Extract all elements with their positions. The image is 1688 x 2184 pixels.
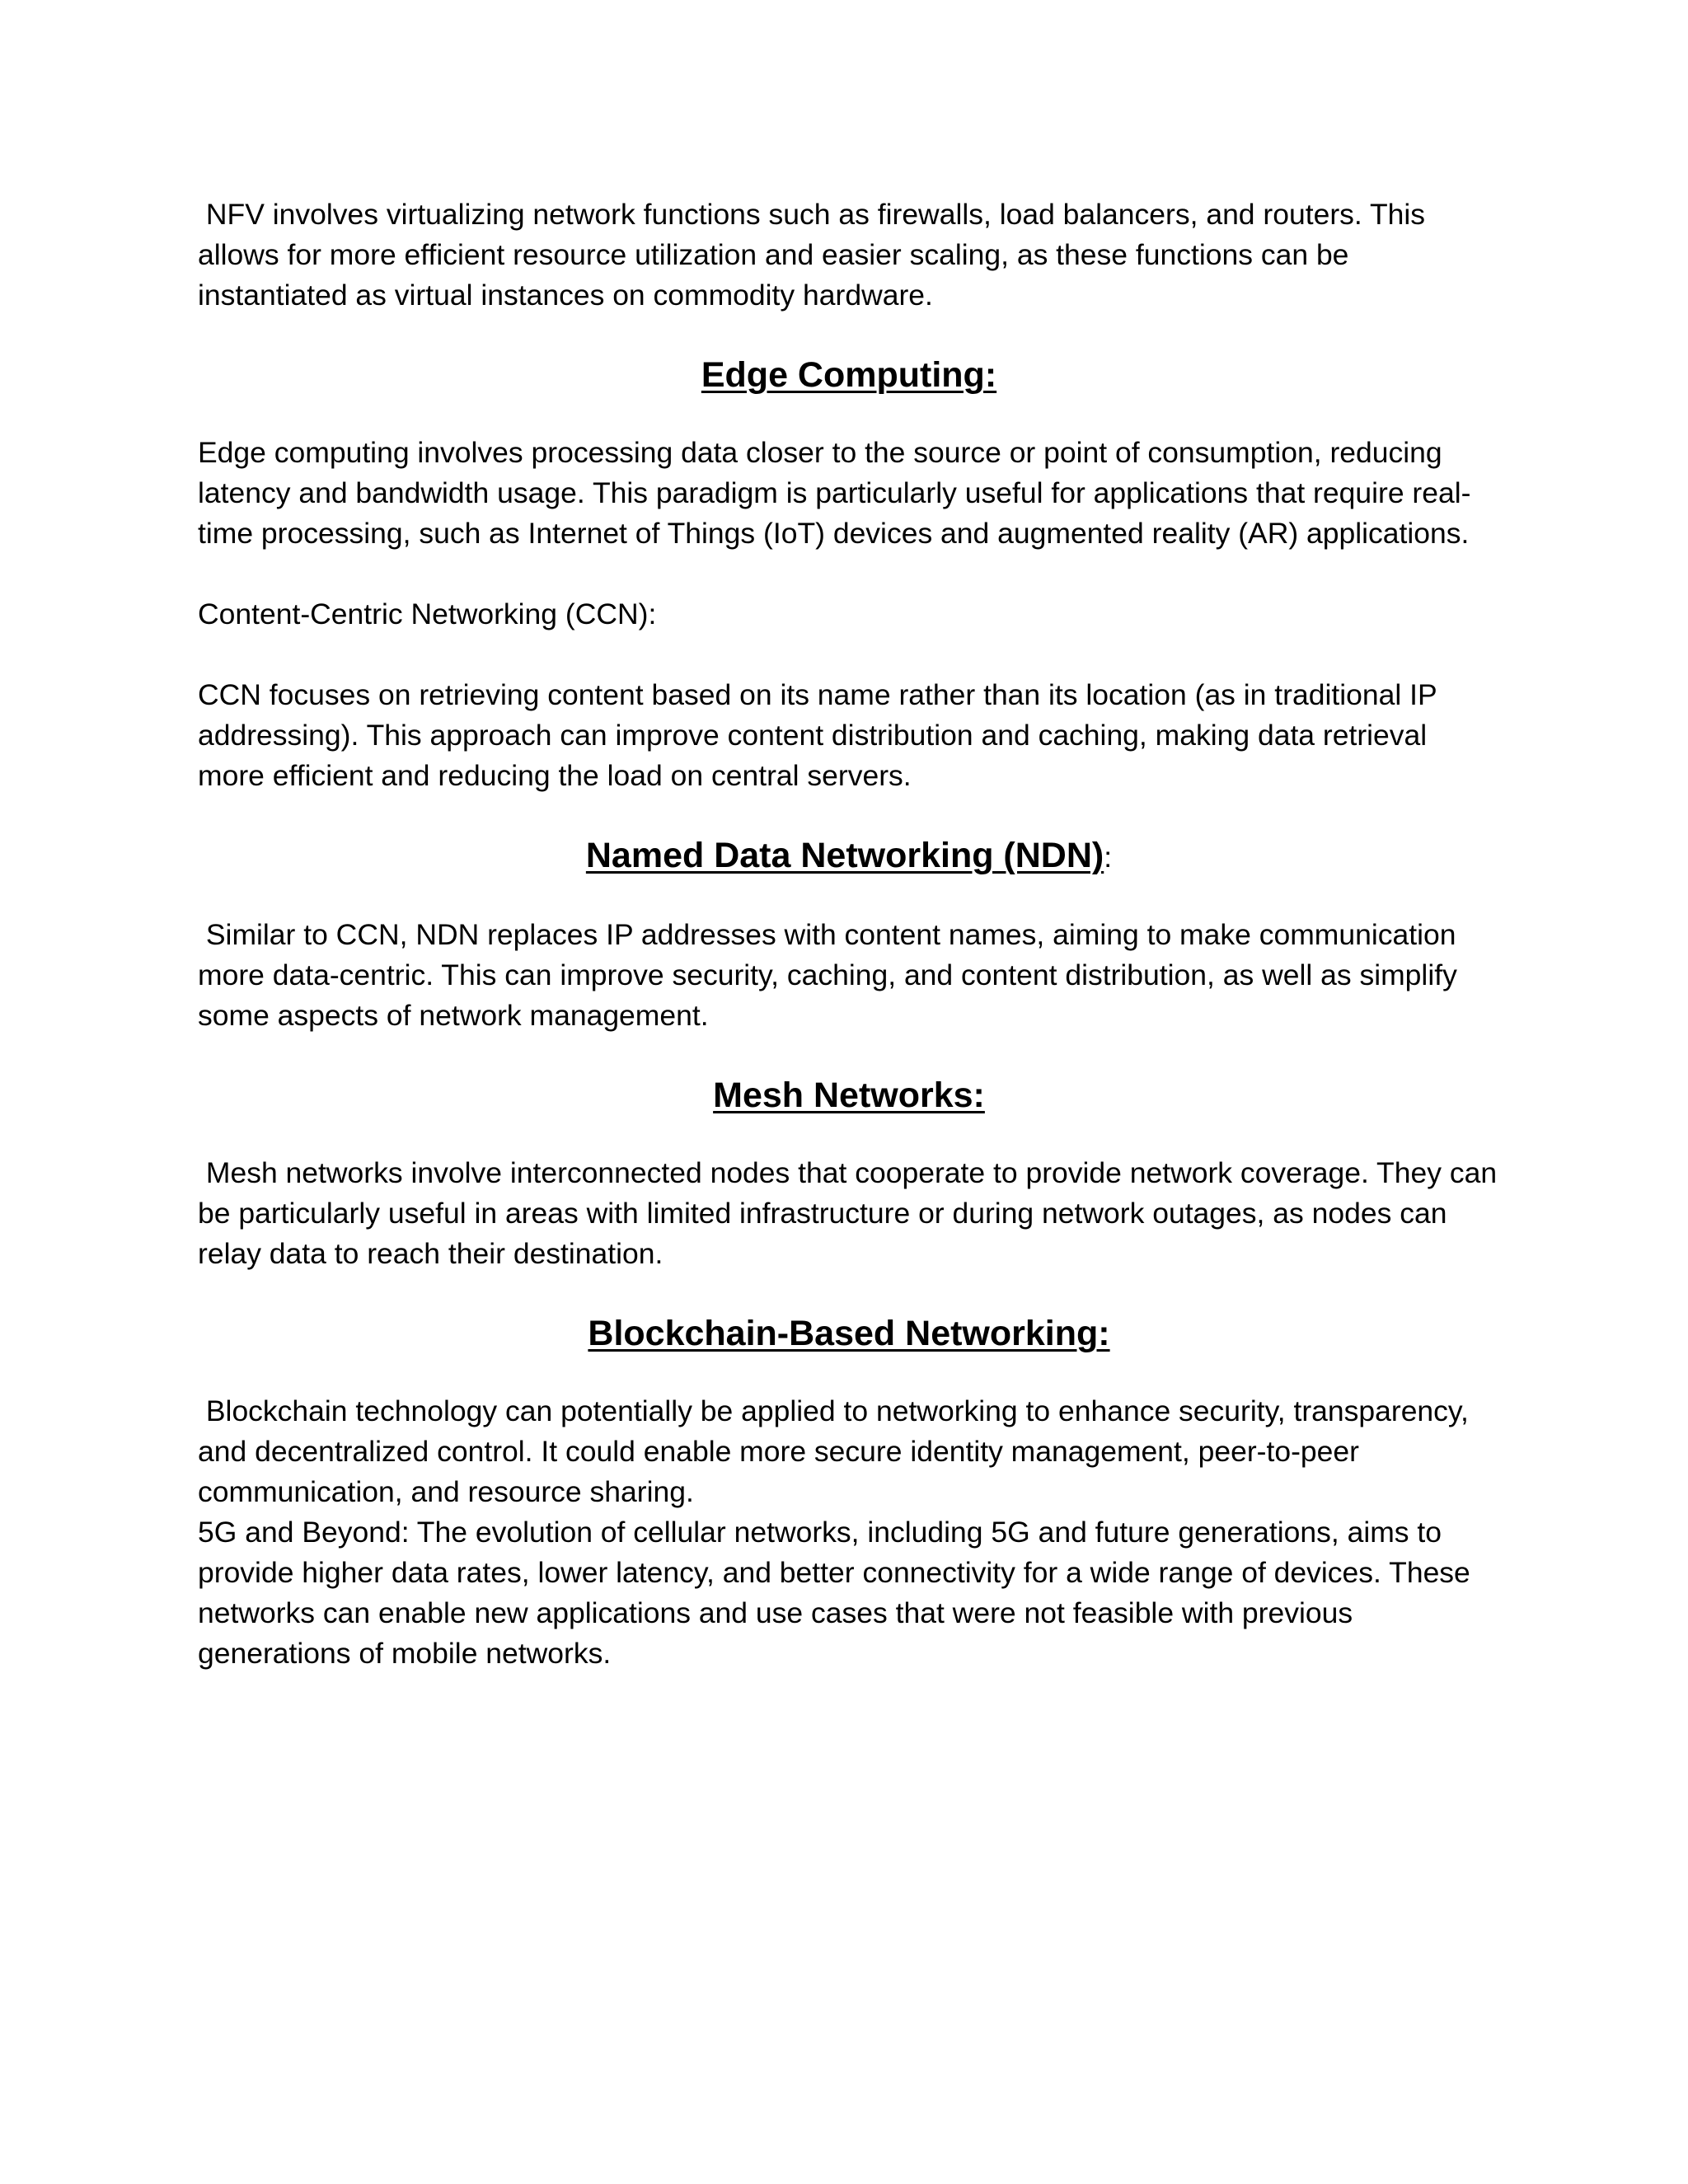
blockchain-networking-heading-text: Blockchain-Based Networking: [588, 1314, 1110, 1353]
ndn-heading-text: Named Data Networking (NDN) [585, 836, 1104, 875]
mesh-networks-paragraph: Mesh networks involve interconnected nodes that cooperate to provide network coverage. They can be particularly useful in areas with limited infrastructure or during network outages, as nodes can relay data to reach their destination. [198, 1156, 1505, 1270]
ccn-paragraph: CCN focuses on retrieving content based on its name rather than its location (as in traditional IP addressing). This approach can improve content distribution and caching, making data retrieval more efficient and reducing the load on central servers. [198, 678, 1445, 792]
ndn-heading [198, 831, 1500, 882]
ndn-heading-colon: : [1104, 841, 1113, 874]
edge-computing-heading-text: Edge Computing: [701, 355, 997, 395]
nfv-paragraph: NFV involves virtualizing network functions such as firewalls, load balancers, and routers. This allows for more efficient resource utilization and easier scaling, as these functions can be instantiated as virtual instances on commodity hardware. [198, 198, 1433, 312]
blockchain-paragraph: Blockchain technology can potentially be applied to networking to enhance security, transparency, and decentralized control. It could enable more secure identity management, peer-to-peer communication, and resource sharing. [198, 1394, 1477, 1508]
ndn-paragraph: Similar to CCN, NDN replaces IP addresses with content names, aiming to make communication more data-centric. This can improve security, caching, and content distribution, as well as simplify some aspects of network management. [198, 918, 1465, 1032]
edge-computing-paragraph: Edge computing involves processing data closer to the source or point of consumption, reducing latency and bandwidth usage. This paradigm is particularly useful for applications that require real-time processing, such as Internet of Things (IoT) devices and augmented reality (AR) applications. [198, 436, 1471, 550]
document-page [198, 194, 1505, 1674]
ccn-heading: Content-Centric Networking (CCN): [198, 598, 657, 630]
edge-computing-heading [198, 350, 1500, 400]
mesh-networks-heading [198, 1071, 1500, 1120]
5g-paragraph: 5G and Beyond: The evolution of cellular networks, including 5G and future generations, aims to provide higher data rates, lower latency, and better connectivity for a wide range of devices. These networks can enable new applications and use cases that were not feasible with previous generations of mobile networks. [198, 1516, 1479, 1670]
blockchain-networking-heading [198, 1309, 1500, 1358]
mesh-networks-heading-text: Mesh Networks: [713, 1076, 985, 1115]
